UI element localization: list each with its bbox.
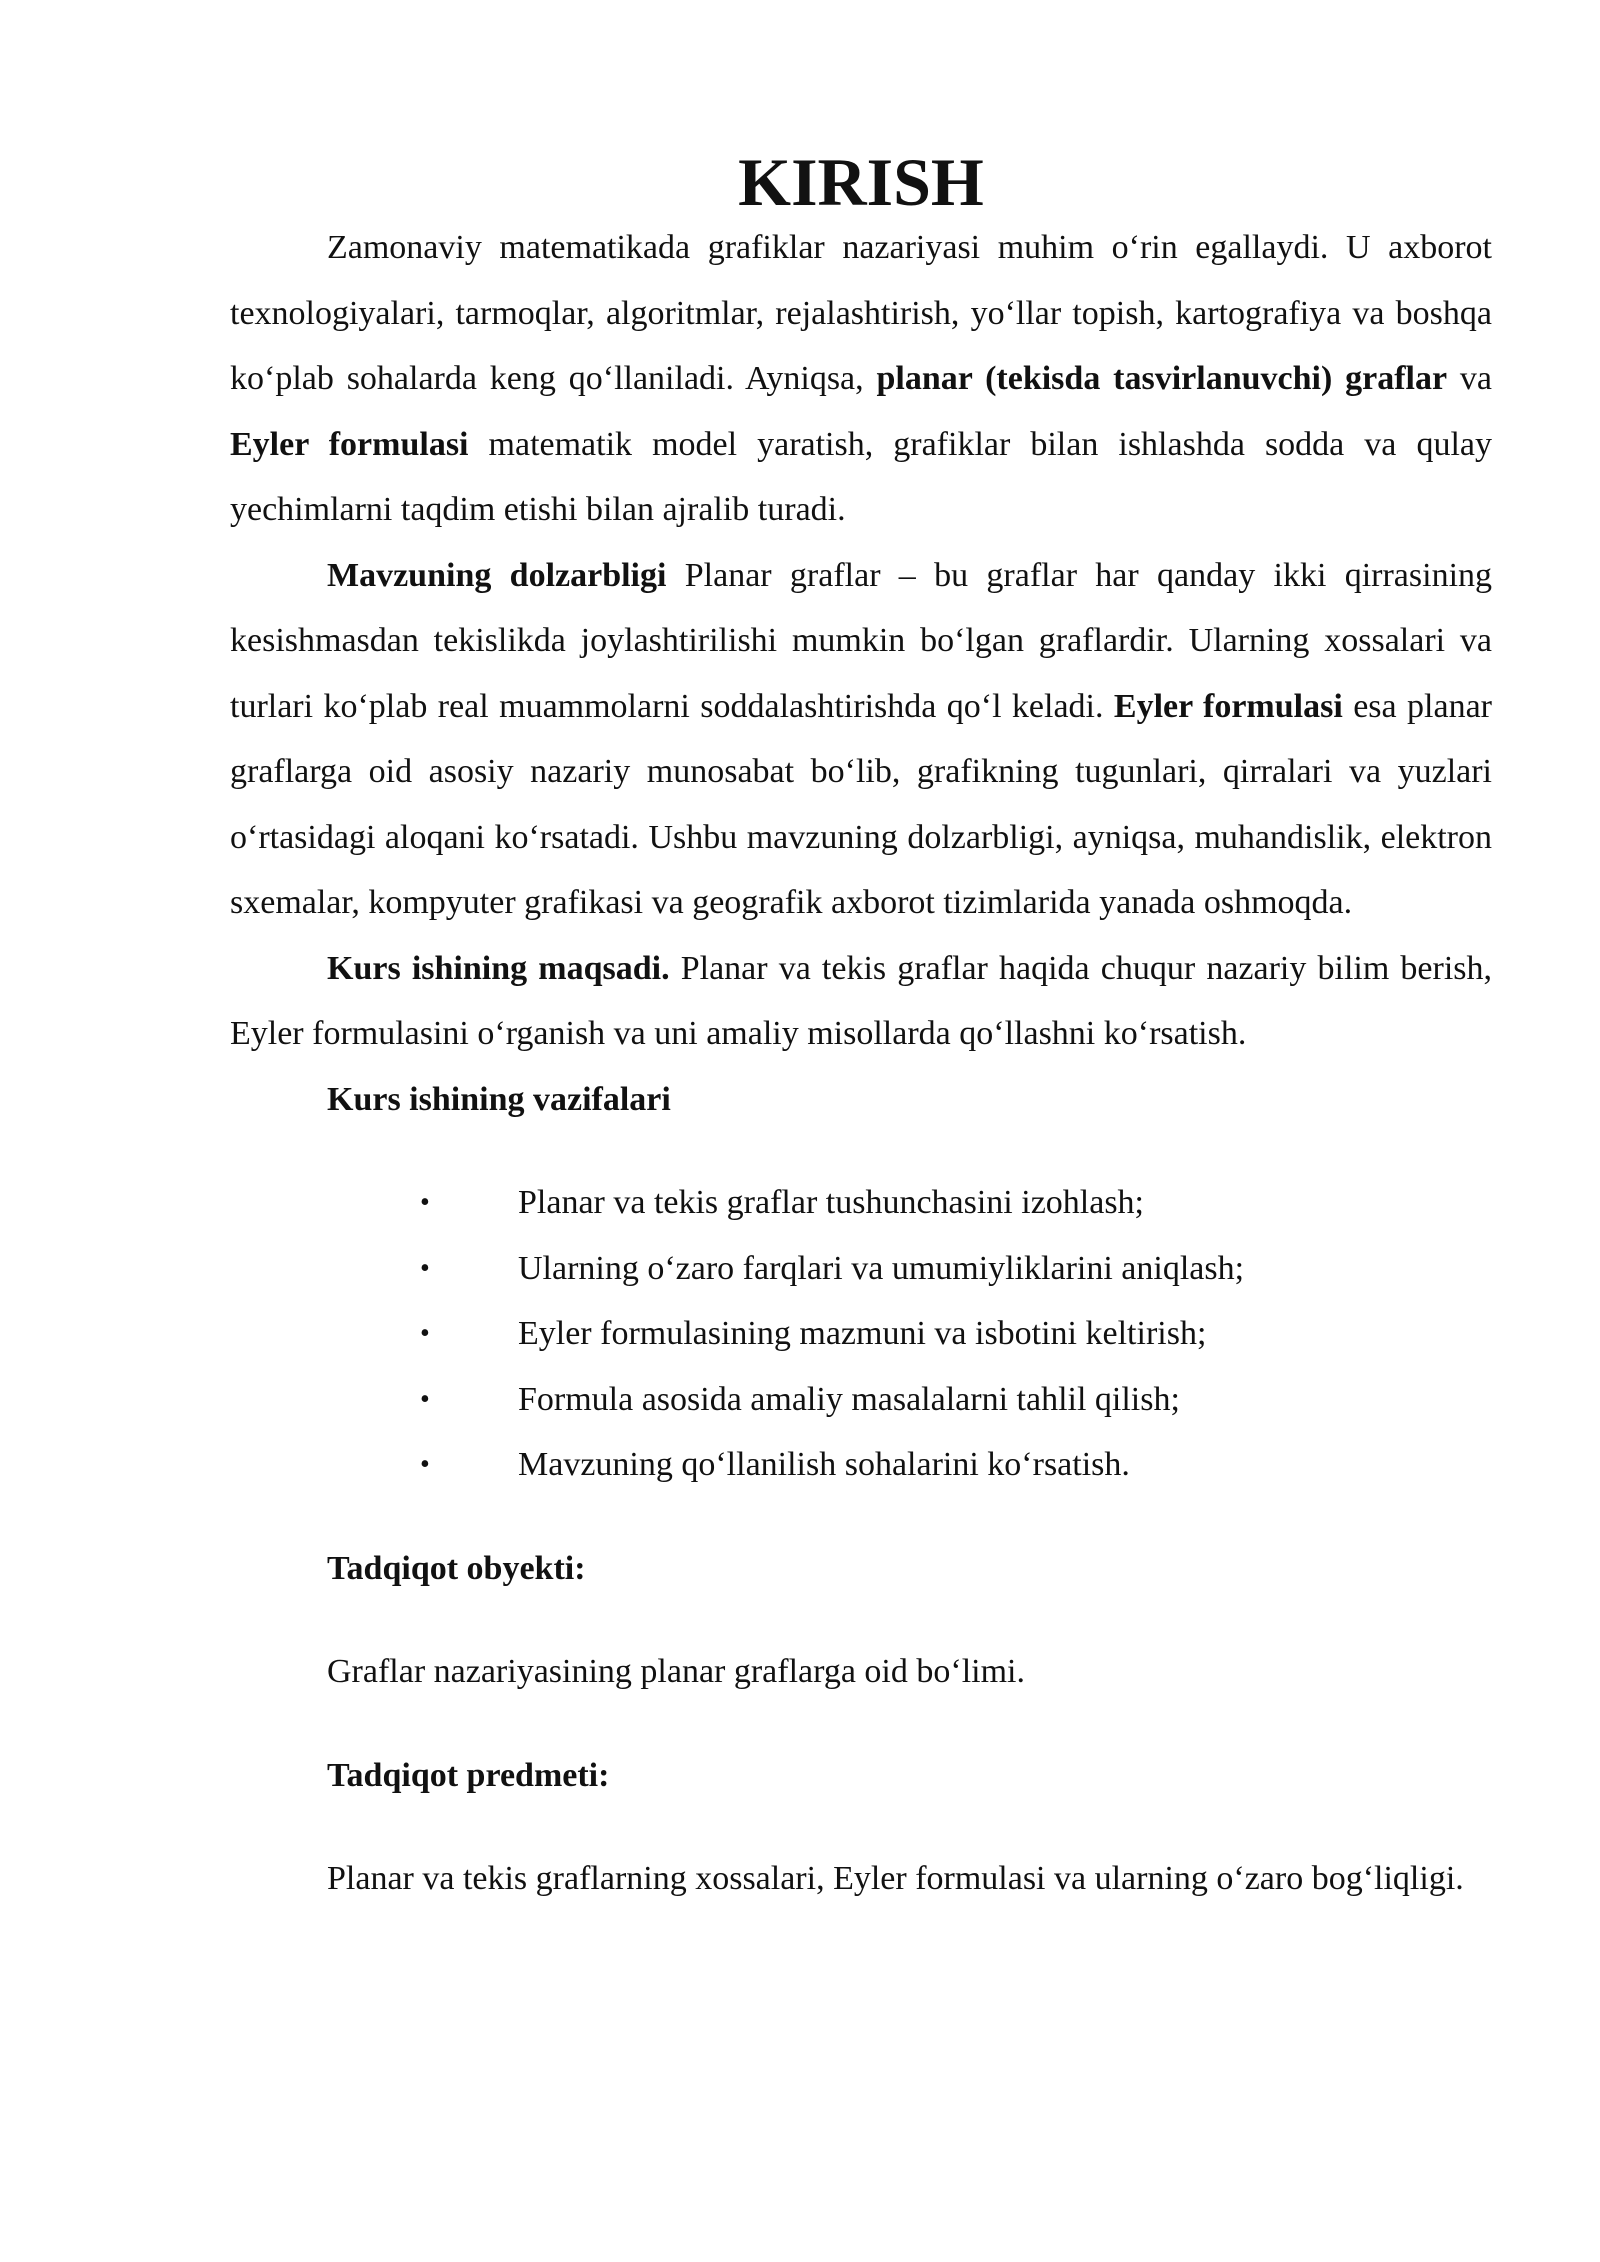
list-item — [230, 1432, 1492, 1498]
document-page — [230, 144, 1493, 1912]
list-item — [230, 1236, 1492, 1302]
intro-text-3: matematik model yaratish, grafiklar bilan ishlashda sodda va qulay yechimlarni taqdim etishi bilan ajralib turadi. — [230, 425, 1492, 528]
list-item — [230, 1170, 1492, 1236]
bullet-icon: • — [420, 1252, 430, 1284]
bullet-icon: • — [420, 1449, 430, 1480]
bullet-icon: • — [420, 1383, 430, 1415]
object-heading: Tadqiqot obyekti: — [327, 1549, 586, 1587]
object-text: Graflar nazariyasining planar graflarga oid bo‘limi. — [327, 1653, 1025, 1690]
relevance-text-2: esa planar graflarga oid asosiy nazariy munosabat bo‘lib, grafikning tugunlari, qirralari va yuzlari o‘rtasidagi aloqani ko‘rsatadi. Ushbu mavzuning dolzarbligi, ayniqsa, muhandislik, elektron sxemalar, kompyuter grafikasi va geografik axborot tizimlarida yanada oshmoqda. — [230, 687, 1492, 921]
relevance-label: Mavzuning dolzarbligi — [327, 556, 667, 594]
intro-text-1: Zamonaviy matematikada grafiklar nazariyasi muhim o‘rin egallaydi. U axborot texnologiyalari, tarmoqlar, algoritmlar, rejalashtirish, yo‘llar topish, kartografiya va boshqa ko‘plab sohalarda keng qo‘llaniladi. Ayniqsa, — [230, 229, 1492, 397]
task-text: Ularning o‘zaro farqlari va umumiyliklarini aniqlash; — [518, 1249, 1245, 1287]
intro-bold-planar: planar (tekisda tasvirlanuvchi) graflar — [876, 360, 1448, 397]
relevance-paragraph — [230, 543, 1492, 936]
task-text: Planar va tekis graflar tushunchasini izohlash; — [518, 1184, 1144, 1221]
task-text: Mavzuning qo‘llanilish sohalarini ko‘rsatish. — [518, 1446, 1130, 1483]
task-text: Formula asosida amaliy masalalarni tahlil qilish; — [518, 1380, 1180, 1418]
tasks-list — [230, 1170, 1492, 1498]
subject-heading: Tadqiqot predmeti: — [327, 1756, 610, 1794]
bullet-icon: • — [420, 1187, 430, 1218]
tasks-heading: Kurs ishining vazifalari — [327, 1080, 671, 1118]
list-item — [230, 1367, 1492, 1433]
intro-text-2: va — [1447, 360, 1493, 397]
goal-text: Planar va tekis graflar haqida chuqur nazariy bilim berish, Eyler formulasini o‘rganish va uni amaliy misollarda qo‘llashni ko‘rsatish. — [230, 949, 1493, 1052]
intro-paragraph — [230, 215, 1492, 543]
task-text: Eyler formulasining mazmuni va isbotini keltirish; — [518, 1315, 1207, 1352]
goal-paragraph — [230, 936, 1492, 1067]
goal-label: Kurs ishining maqsadi. — [327, 949, 670, 987]
subject-text: Planar va tekis graflarning xossalari, Eyler formulasi va ularning o‘zaro bog‘liqligi. — [327, 1860, 1464, 1897]
relevance-bold-euler: Eyler formulasi — [1113, 687, 1343, 725]
list-item — [230, 1301, 1492, 1367]
bullet-icon: • — [420, 1318, 430, 1349]
intro-bold-euler: Eyler formulasi — [230, 425, 469, 463]
page-title: KIRISH — [738, 144, 984, 220]
relevance-text-1: Planar graflar – bu graflar har qanday ikki qirrasining kesishmasdan tekislikda joylashtirilishi mumkin bo‘lgan graflardir. Ularning xossalari va turlari ko‘plab real muammolarni soddalashtirishda qo‘l keladi. — [230, 556, 1493, 725]
